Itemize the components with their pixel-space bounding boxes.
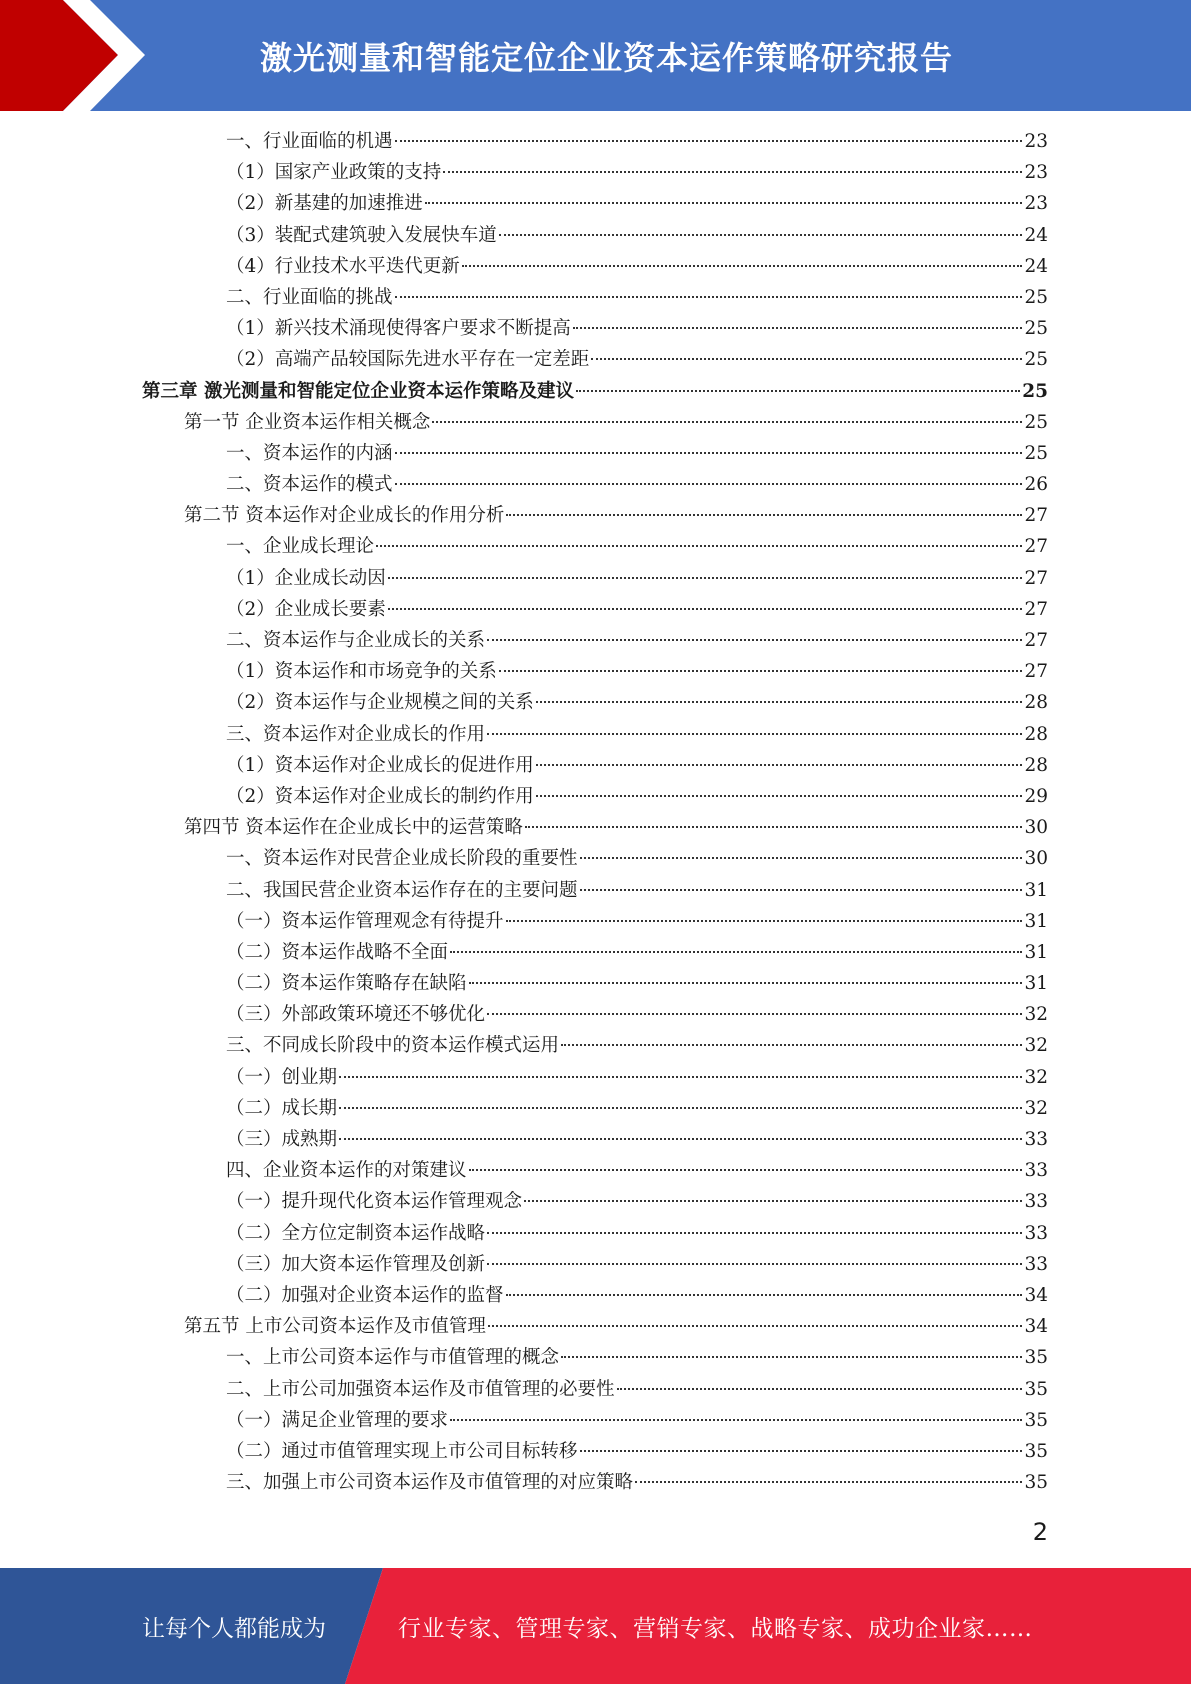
toc-entry-page: 35 — [1024, 1378, 1048, 1400]
toc-entry[interactable] — [0, 1280, 1191, 1311]
toc-entry-title: （二）加强对企业资本运作的监督 — [226, 1284, 504, 1306]
toc-dot-leader — [487, 639, 1022, 641]
toc-entry-title: （一）满足企业管理的要求 — [226, 1409, 449, 1431]
toc-entry[interactable] — [0, 594, 1191, 625]
toc-entry-title: 三、不同成长阶段中的资本运作模式运用 — [226, 1035, 560, 1057]
toc-entry-page: 27 — [1024, 630, 1048, 651]
toc-entry-page: 32 — [1024, 1035, 1048, 1057]
toc-entry-page: 31 — [1024, 879, 1048, 901]
toc-dot-leader — [487, 1013, 1022, 1015]
toc-entry-title: （二）资本运作策略存在缺陷 — [226, 973, 467, 995]
toc-dot-leader — [469, 1169, 1023, 1171]
toc-entry-page: 27 — [1024, 567, 1048, 589]
toc-entry-page: 27 — [1024, 661, 1048, 683]
toc-entry-page: 33 — [1024, 1129, 1048, 1150]
toc-entry-page: 33 — [1024, 1222, 1048, 1244]
toc-entry-title: （2）资本运作与企业规模之间的关系 — [226, 692, 534, 714]
toc-dot-leader — [499, 670, 1023, 672]
toc-entry-title: （二）成长期 — [226, 1097, 338, 1119]
toc-dot-leader — [462, 265, 1023, 267]
toc-entry[interactable] — [0, 1311, 1191, 1342]
toc-entry-title: （2）新基建的加速推进 — [226, 193, 423, 215]
footer-band — [0, 1568, 1191, 1684]
toc-entry-page: 25 — [1022, 380, 1048, 402]
toc-entry-title: 第一节 企业资本运作相关概念 — [184, 411, 431, 433]
toc-entry-title: 一、资本运作的内涵 — [226, 442, 393, 464]
toc-dot-leader — [506, 920, 1023, 922]
toc-entry-page: 27 — [1024, 505, 1048, 527]
page-title: 激光测量和智能定位企业资本运作策略研究报告 — [259, 38, 953, 77]
toc-entry-title: 第四节 资本运作在企业成长中的运营策略 — [184, 817, 523, 839]
toc-entry-page: 31 — [1024, 941, 1048, 963]
toc-entry-page: 31 — [1024, 973, 1048, 995]
toc-entry[interactable] — [0, 656, 1191, 687]
toc-entry-title: （1）资本运作和市场竞争的关系 — [226, 661, 497, 683]
toc-dot-leader — [339, 1107, 1022, 1109]
toc-dot-leader — [617, 1388, 1023, 1390]
toc-dot-leader — [487, 1232, 1022, 1234]
toc-entry-title: 一、企业成长理论 — [226, 536, 375, 558]
toc-entry-page: 24 — [1024, 224, 1048, 246]
toc-dot-leader — [635, 1481, 1022, 1483]
toc-entry-title: （4）行业技术水平迭代更新 — [226, 255, 460, 277]
toc-entry-page: 35 — [1024, 1409, 1048, 1431]
toc-entry-title: （2）资本运作对企业成长的制约作用 — [226, 785, 534, 807]
toc-entry-page: 29 — [1024, 785, 1048, 807]
toc-dot-leader — [576, 390, 1020, 392]
toc-entry-page: 25 — [1024, 442, 1048, 464]
toc-entry[interactable] — [0, 625, 1191, 656]
toc-entry[interactable] — [0, 1374, 1191, 1405]
toc-entry-title: （3）装配式建筑驶入发展快车道 — [226, 224, 497, 246]
toc-entry-title: 第二节 资本运作对企业成长的作用分析 — [184, 505, 505, 527]
toc-entry[interactable] — [0, 812, 1191, 843]
toc-entry-title: （三）加大资本运作管理及创新 — [226, 1253, 486, 1275]
toc-dot-leader — [395, 483, 1023, 485]
toc-entry-page: 32 — [1024, 1066, 1048, 1088]
toc-entry[interactable] — [0, 376, 1191, 407]
toc-entry-page: 23 — [1024, 162, 1048, 184]
toc-entry-title: 二、资本运作的模式 — [226, 474, 393, 496]
toc-entry[interactable] — [0, 126, 1191, 157]
toc-entry-title: 三、资本运作对企业成长的作用 — [226, 723, 486, 745]
toc-entry[interactable] — [0, 1030, 1191, 1061]
toc-entry[interactable] — [0, 1218, 1191, 1249]
toc-entry[interactable] — [0, 220, 1191, 251]
toc-dot-leader — [506, 514, 1022, 516]
toc-entry[interactable] — [0, 407, 1191, 438]
toc-dot-leader — [561, 1044, 1022, 1046]
toc-entry-title: （2）企业成长要素 — [226, 598, 386, 620]
toc-dot-leader — [339, 1076, 1022, 1078]
toc-entry[interactable] — [0, 843, 1191, 874]
toc-dot-leader — [395, 140, 1023, 142]
toc-dot-leader — [450, 951, 1022, 953]
toc-entry-title: （一）创业期 — [226, 1066, 338, 1088]
toc-entry[interactable] — [0, 531, 1191, 562]
toc-entry[interactable] — [0, 563, 1191, 594]
toc-dot-leader — [580, 857, 1023, 859]
toc-entry[interactable] — [0, 687, 1191, 718]
toc-entry-page: 25 — [1024, 318, 1048, 340]
toc-dot-leader — [388, 577, 1023, 579]
toc-dot-leader — [591, 358, 1022, 360]
toc-entry-title: （三）外部政策环境还不够优化 — [226, 1004, 486, 1026]
toc-entry-title: 三、加强上市公司资本运作及市值管理的对应策略 — [226, 1472, 634, 1494]
toc-entry-page: 33 — [1024, 1191, 1048, 1213]
toc-dot-leader — [376, 545, 1022, 547]
toc-entry-title: （二）通过市值管理实现上市公司目标转移 — [226, 1440, 578, 1462]
footer-slogan-right: 行业专家、管理专家、营销专家、战略专家、成功企业家…… — [398, 1615, 1033, 1642]
page-number: 2 — [1032, 1518, 1048, 1546]
toc-entry-title: （二）全方位定制资本运作战略 — [226, 1222, 486, 1244]
toc-dot-leader — [487, 1263, 1022, 1265]
toc-entry-title: 二、上市公司加强资本运作及市值管理的必要性 — [226, 1378, 615, 1400]
toc-entry[interactable] — [0, 282, 1191, 313]
table-of-contents — [0, 126, 1191, 1498]
toc-entry-title: 一、资本运作对民营企业成长阶段的重要性 — [226, 848, 578, 870]
toc-entry[interactable] — [0, 937, 1191, 968]
toc-entry-page: 30 — [1024, 817, 1048, 839]
toc-entry[interactable] — [0, 251, 1191, 282]
toc-entry[interactable] — [0, 313, 1191, 344]
toc-dot-leader — [499, 234, 1023, 236]
toc-entry-page: 25 — [1024, 349, 1048, 371]
toc-dot-leader — [395, 296, 1023, 298]
toc-dot-leader — [432, 421, 1022, 423]
toc-dot-leader — [561, 1356, 1022, 1358]
toc-entry-page: 32 — [1024, 1004, 1048, 1026]
toc-dot-leader — [536, 764, 1023, 766]
toc-dot-leader — [339, 1138, 1022, 1140]
toc-dot-leader — [488, 1325, 1023, 1327]
toc-entry[interactable] — [0, 1093, 1191, 1124]
toc-entry-title: （三）成熟期 — [226, 1129, 338, 1150]
toc-entry-title: （一）提升现代化资本运作管理观念 — [226, 1191, 523, 1213]
toc-entry-title: 一、上市公司资本运作与市值管理的概念 — [226, 1347, 560, 1369]
toc-entry-page: 26 — [1024, 474, 1048, 496]
toc-entry-title: （1）企业成长动因 — [226, 567, 386, 589]
toc-dot-leader — [487, 733, 1022, 735]
toc-entry[interactable] — [0, 875, 1191, 906]
toc-entry-page: 32 — [1024, 1097, 1048, 1119]
toc-dot-leader — [580, 1450, 1023, 1452]
toc-entry-title: 四、企业资本运作的对策建议 — [226, 1160, 467, 1182]
toc-entry[interactable] — [0, 469, 1191, 500]
toc-dot-leader — [525, 826, 1023, 828]
toc-dot-leader — [506, 1294, 1023, 1296]
footer-slogan-left: 让每个人都能成为 — [142, 1615, 326, 1642]
toc-entry[interactable] — [0, 1249, 1191, 1280]
toc-dot-leader — [395, 452, 1023, 454]
toc-entry-title: 一、行业面临的机遇 — [226, 131, 393, 152]
toc-entry-page: 28 — [1024, 754, 1048, 776]
toc-entry[interactable] — [0, 906, 1191, 937]
toc-entry-page: 28 — [1024, 692, 1048, 714]
toc-entry-page: 30 — [1024, 848, 1048, 870]
toc-dot-leader — [536, 701, 1023, 703]
toc-entry[interactable] — [0, 1405, 1191, 1436]
toc-entry[interactable] — [0, 157, 1191, 188]
toc-entry-page: 27 — [1024, 598, 1048, 620]
toc-entry[interactable] — [0, 1467, 1191, 1498]
toc-entry-page: 35 — [1024, 1440, 1048, 1462]
toc-entry-title: 二、我国民营企业资本运作存在的主要问题 — [226, 879, 578, 901]
toc-dot-leader — [573, 327, 1023, 329]
toc-entry-page: 33 — [1024, 1160, 1048, 1182]
toc-entry-title: （1）资本运作对企业成长的促进作用 — [226, 754, 534, 776]
toc-entry[interactable] — [0, 1124, 1191, 1155]
toc-dot-leader — [536, 795, 1023, 797]
toc-entry-page: 24 — [1024, 255, 1048, 277]
toc-entry-page: 34 — [1024, 1284, 1048, 1306]
toc-entry-page: 35 — [1024, 1347, 1048, 1369]
toc-entry[interactable] — [0, 1186, 1191, 1217]
toc-dot-leader — [469, 982, 1023, 984]
toc-entry-page: 25 — [1024, 286, 1048, 308]
toc-dot-leader — [450, 1419, 1022, 1421]
toc-entry-title: （二）资本运作战略不全面 — [226, 941, 449, 963]
toc-entry[interactable] — [0, 188, 1191, 219]
toc-entry[interactable] — [0, 1436, 1191, 1467]
toc-entry[interactable] — [0, 1342, 1191, 1373]
toc-entry-title: （1）国家产业政策的支持 — [226, 162, 442, 184]
toc-dot-leader — [425, 202, 1023, 204]
toc-entry[interactable] — [0, 750, 1191, 781]
toc-entry-page: 23 — [1024, 131, 1048, 152]
toc-dot-leader — [580, 889, 1023, 891]
toc-entry[interactable] — [0, 968, 1191, 999]
toc-entry[interactable] — [0, 1062, 1191, 1093]
toc-entry-page: 28 — [1024, 723, 1048, 745]
toc-entry-page: 35 — [1024, 1472, 1048, 1494]
header-band — [0, 0, 1191, 111]
toc-entry[interactable] — [0, 438, 1191, 469]
toc-entry-title: 第五节 上市公司资本运作及市值管理 — [184, 1316, 486, 1338]
toc-entry-title: 第三章 激光测量和智能定位企业资本运作策略及建议 — [142, 380, 574, 402]
toc-entry-title: 二、资本运作与企业成长的关系 — [226, 630, 486, 651]
toc-dot-leader — [524, 1200, 1022, 1202]
toc-entry[interactable] — [0, 999, 1191, 1030]
toc-entry[interactable] — [0, 781, 1191, 812]
toc-entry-page: 27 — [1024, 536, 1048, 558]
toc-entry[interactable] — [0, 500, 1191, 531]
toc-entry-title: 二、行业面临的挑战 — [226, 286, 393, 308]
toc-entry-title: （1）新兴技术涌现使得客户要求不断提高 — [226, 318, 571, 340]
toc-entry-page: 34 — [1024, 1316, 1048, 1338]
toc-dot-leader — [443, 171, 1022, 173]
toc-entry[interactable] — [0, 1155, 1191, 1186]
toc-entry-page: 23 — [1024, 193, 1048, 215]
toc-dot-leader — [388, 608, 1023, 610]
toc-entry[interactable] — [0, 344, 1191, 375]
toc-entry-title: （2）高端产品较国际先进水平存在一定差距 — [226, 349, 590, 371]
toc-entry-page: 25 — [1024, 411, 1048, 433]
toc-entry[interactable] — [0, 719, 1191, 750]
toc-entry-title: （一）资本运作管理观念有待提升 — [226, 910, 504, 932]
toc-entry-page: 33 — [1024, 1253, 1048, 1275]
toc-entry-page: 31 — [1024, 910, 1048, 932]
